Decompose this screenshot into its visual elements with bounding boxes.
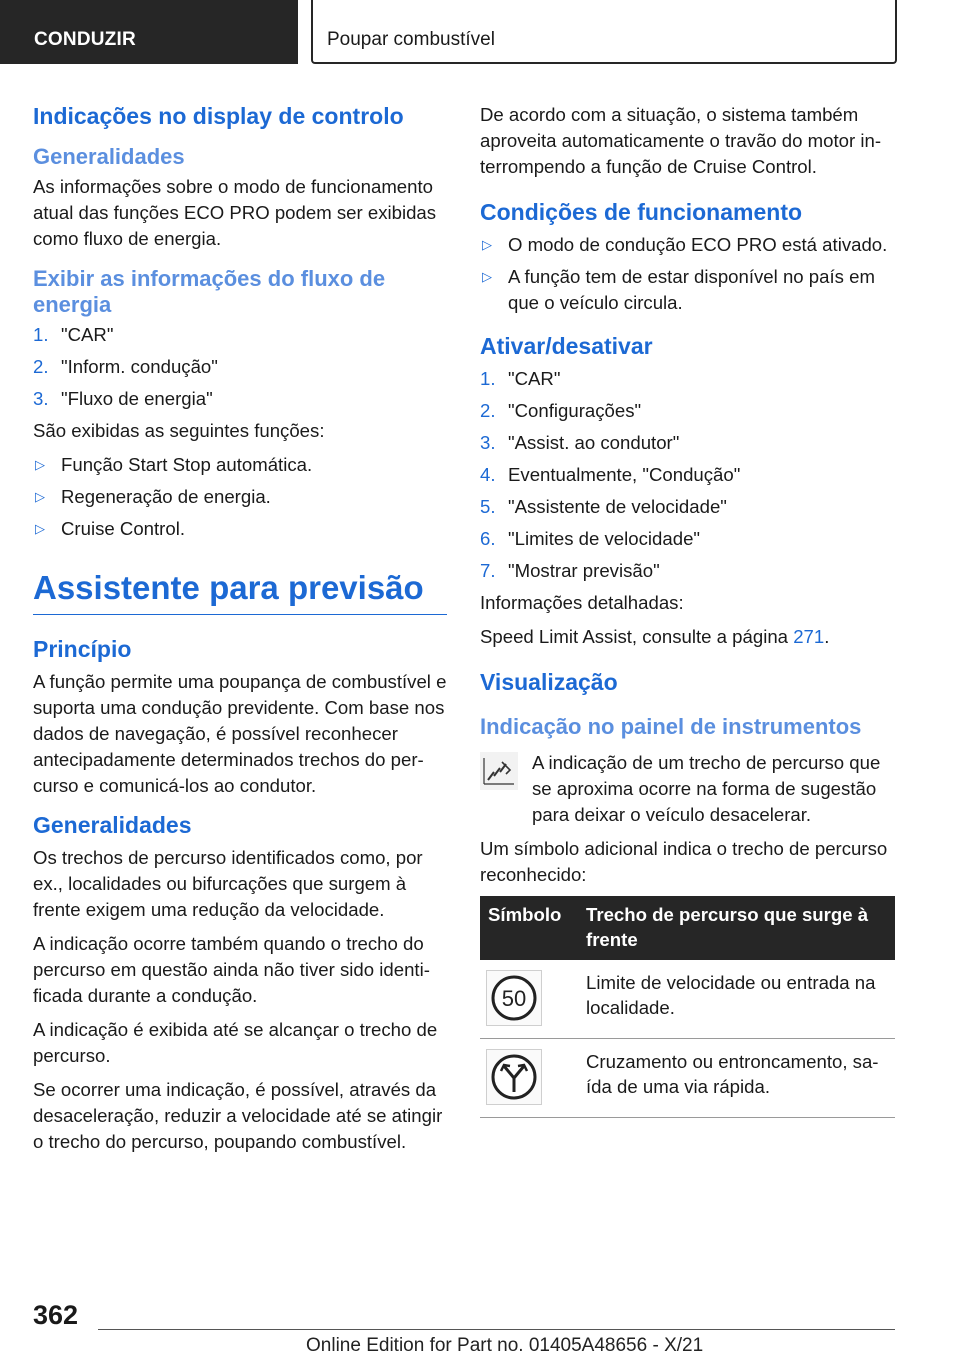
list-item: 5. "Assistente de velocidade" bbox=[480, 496, 727, 517]
list-item: 3. "Fluxo de energia" bbox=[33, 388, 213, 409]
triangle-bullet-icon: ▷ bbox=[35, 521, 45, 536]
left-column bbox=[33, 102, 447, 1163]
triangle-bullet-icon: ▷ bbox=[482, 269, 492, 284]
svg-text:50: 50 bbox=[501, 986, 527, 1011]
heading-visualizacao: Visualização bbox=[480, 669, 618, 695]
paragraph-indicacao: A indicação de um trecho de percurso que se aproxima ocorre na forma de sugestão para deixar o veículo desacelerar. bbox=[532, 752, 881, 825]
paragraph-gen2-b: A indicação ocorre também quando o trecho do percurso em questão ainda não tiver sido identificada durante a condução. bbox=[33, 933, 430, 1006]
footer-edition: Online Edition for Part no. 01405A48656 - X/21 bbox=[306, 1335, 704, 1356]
indicacao-block bbox=[480, 750, 895, 828]
paragraph-gen2-c: A indicação é exibida até se alcançar o trecho de percurso. bbox=[33, 1019, 438, 1066]
list-item: 1. "CAR" bbox=[480, 368, 561, 389]
heading-display: Indicações no display de controlo bbox=[33, 103, 404, 129]
section-title: CONDUZIR bbox=[34, 29, 136, 50]
table-row bbox=[480, 1039, 895, 1118]
heading-generalidades-2: Generalidades bbox=[33, 812, 192, 838]
paragraph-simbolo: Um símbolo adicional indica o trecho de percurso reconhecido: bbox=[480, 838, 888, 885]
list-item: ▷ Função Start Stop automática. bbox=[33, 452, 447, 478]
paragraph-info: Informações detalhadas: bbox=[480, 592, 684, 613]
coasting-indicator-icon bbox=[480, 752, 518, 790]
table-cell-description: Limite de velocidade ou entrada na localidade. bbox=[578, 960, 895, 1039]
heading-exibir: Exibir as informações do fluxo de energia bbox=[33, 266, 386, 317]
steps-list-exibir bbox=[33, 322, 447, 412]
subsection-title: Poupar combustível bbox=[327, 29, 495, 50]
list-item: 3. "Assist. ao condutor" bbox=[480, 432, 680, 453]
paragraph-generalidades-1: As informações sobre o modo de funcionamento atual das funções ECO PRO podem ser exibidas como fluxo de energia. bbox=[33, 176, 437, 249]
list-item: ▷ Cruise Control. bbox=[33, 516, 447, 542]
paragraph-principio: A função permite uma poupança de combustível e suporta uma condução previdente. Com base nos dados de navegação, é possível reconhecer antecipadamente determinados trechos do percurso e comunicá-los ao condutor. bbox=[33, 671, 447, 796]
paragraph-speed-limit: Speed Limit Assist, consulte a página 271. bbox=[480, 626, 830, 647]
list-item: ▷ Regeneração de energia. bbox=[33, 484, 447, 510]
triangle-bullet-icon: ▷ bbox=[35, 457, 45, 472]
table-header-row bbox=[480, 896, 895, 960]
page-number: 362 bbox=[33, 1300, 79, 1330]
right-column bbox=[480, 102, 895, 1118]
heading-principio: Princípio bbox=[33, 636, 132, 662]
paragraph-exibidas: São exibidas as seguintes funções: bbox=[33, 420, 325, 441]
paragraph-gen2-d: Se ocorrer uma indicação, é possível, através da desaceleração, reduzir a velocidade até se atingir o trecho do percurso, poupando combustível. bbox=[33, 1079, 443, 1152]
paragraph-intro: De acordo com a situação, o sistema também aproveita automaticamente o travão do motor interrompendo a função de Cruise Control. bbox=[480, 104, 882, 177]
symbol-table bbox=[480, 896, 895, 1118]
list-item: 7. "Mostrar previsão" bbox=[480, 560, 660, 581]
conditions-list bbox=[480, 232, 895, 316]
footer-divider bbox=[98, 1329, 895, 1330]
chapter-title-assistente: Assistente para previsão bbox=[33, 568, 447, 615]
list-item: 4. Eventualmente, "Condução" bbox=[480, 464, 741, 485]
triangle-bullet-icon: ▷ bbox=[35, 489, 45, 504]
list-item: 1. "CAR" bbox=[33, 324, 114, 345]
heading-condicoes: Condições de funcionamento bbox=[480, 199, 803, 225]
list-item: ▷ O modo de condução ECO PRO está ativado. bbox=[480, 232, 895, 258]
junction-icon bbox=[486, 1049, 542, 1105]
list-item: 2. "Configurações" bbox=[480, 400, 642, 421]
list-item: ▷ A função tem de estar disponível no país em que o veículo circula. bbox=[482, 266, 875, 313]
paragraph-gen2-a: Os trechos de percurso identificados como, por ex., localidades ou bifurcações que surgem à frente exigem uma redução da velocidade. bbox=[33, 847, 423, 920]
subsection-tab bbox=[311, 0, 897, 64]
heading-ativar: Ativar/desativar bbox=[480, 333, 653, 359]
triangle-bullet-icon: ▷ bbox=[482, 237, 492, 252]
section-tab bbox=[0, 0, 298, 64]
table-header-description: Trecho de percurso que surge à frente bbox=[578, 896, 895, 960]
table-header-symbol: Símbolo bbox=[480, 896, 578, 960]
speed-limit-50-icon bbox=[486, 970, 542, 1026]
page-link-271[interactable]: 271 bbox=[793, 626, 825, 647]
functions-list bbox=[33, 452, 447, 542]
list-item: 6. "Limites de velocidade" bbox=[480, 528, 701, 549]
heading-generalidades-1: Generalidades bbox=[33, 144, 185, 169]
table-cell-description: Cruzamento ou entroncamento, saída de uma via rápida. bbox=[578, 1039, 895, 1118]
heading-indicacao: Indicação no painel de instrumentos bbox=[480, 714, 862, 739]
steps-list-ativar bbox=[480, 366, 895, 584]
table-row bbox=[480, 960, 895, 1039]
list-item: 2. "Inform. condução" bbox=[33, 356, 218, 377]
